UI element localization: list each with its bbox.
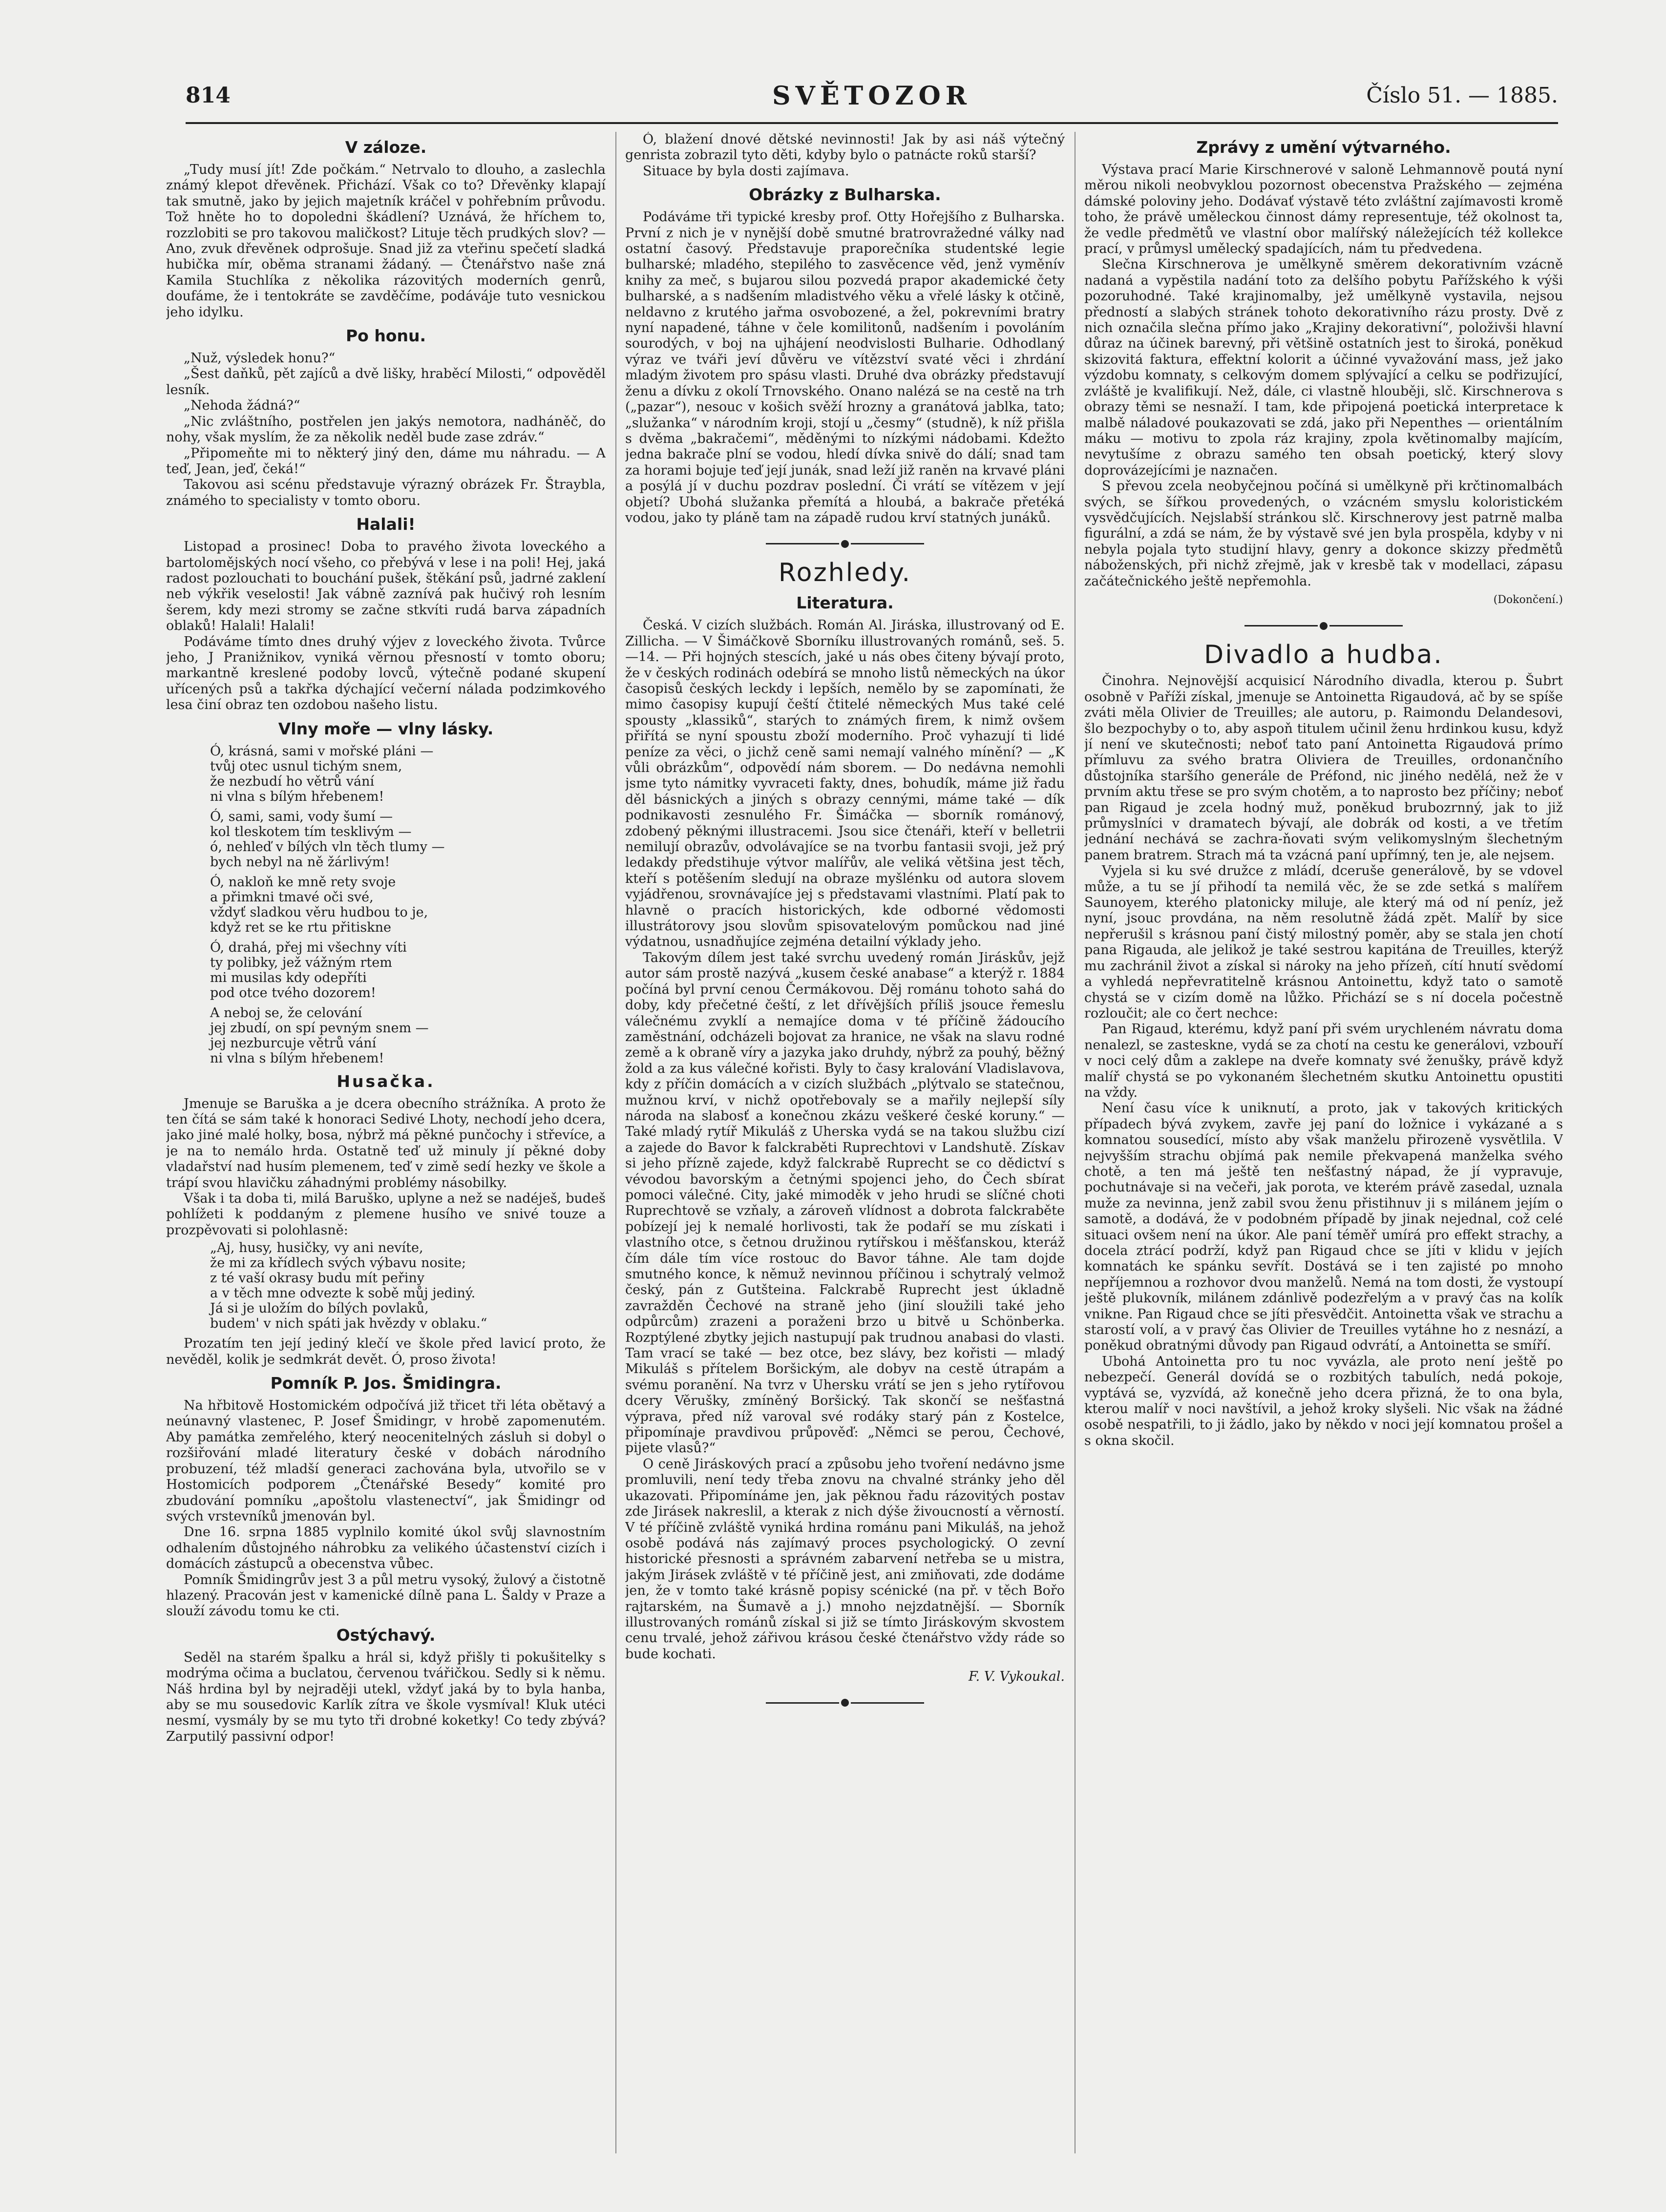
poem-line: a přimkni tmavé oči své, (210, 889, 374, 905)
article-text: Výstava prací Marie Kirschnerové v saloně Lehmannově poutá nyní měrou nikoli neobvyklou pozornost obecenstva Pražského — zejména dámské poloviny jeho. Dodávať výstavě této zvláštní zajímavosti kromě toho, že právě uměleckou činnost dámy representuje, též okolnost ta, že vedle předmětů ve vlastní obor malířský náležejících též kollekce prací, v průmysl umělecký spadajících, nám tu předvedena. (1084, 162, 1563, 257)
poem-line: když ret se ke rtu přitiskne (210, 919, 391, 935)
article-text: Prozatím ten její jediný klečí ve škole před lavicí proto, že nevěděl, kolik je sedmkrát devět. Ó, proso života! (166, 1336, 606, 1367)
ornament-divider (625, 539, 1065, 548)
poem-line: „Aj, husy, husičky, vy ani nevíte, (210, 1240, 423, 1256)
article-text: Situace by byla dosti zajímava. (643, 163, 849, 179)
poem-line: tvůj otec usnul tichým snem, (210, 758, 402, 774)
poem-line: vždyť sladkou věru hudbou to je, (210, 904, 428, 920)
poem-line: z té vaší okrasy budu mít peřiny (210, 1271, 425, 1286)
article-text: Však i ta doba ti, milá Baruško, uplyne a než se nadéješ, budeš pohlížeti k poddaným z plemene husího ve snivé touze a prozpěvovati si polohlasně: (166, 1191, 606, 1238)
poem-line: Ó, nakloň ke mně rety svoje (210, 874, 396, 890)
poem-stanza (166, 809, 606, 870)
article-title: Husačka. (337, 1071, 435, 1091)
poem-line: ó, nehleď v bílých vln těch tlumy — (210, 839, 445, 855)
article-text: Vyjela si ku své družce z mládí, dceruše generálově, by se vdovel může, a tu se jí přihodí ta nemilá věc, že se zde setká s malířem Saunoyem, kterého platonicky miluje, ale který má od ní peníz, jež nyní, jsouc provdána, na něm resolutně žádá zpět. Malíř by sice nepřerušil s krásnou paní čistý milostný poměr, aby se stala jen chotí pana Rigauda, ale jelikož je také sestrou kapitána de Treuilles, kterýž mu zachránil život a získal si nároky na jeho přízeň, cítí hnutí svědomí a vyhledá nepřevratitelně krásnou Antoinettu, když tato o samotě chystá se v cizím domě na lůžko. Přichází se s ní docela počestně rozloučit; ale co čert nechce: (1084, 863, 1563, 1021)
article-text: Ubohá Antoinetta pro tu noc vyvázla, ale proto není ještě po nebezpečí. Generál dovídá se o rozbitých tabulích, nedá pokoje, vyptává se, vyzvídá, až konečně jeho dcera přizná, že to ona byla, kterou malíř v noci navštívil, a jehož kroky slyšeli. Nic však na žádné osobě nespatřili, to ji žádlo, jako by někdo v noci její komnatou prošel a s okna skočil. (1084, 1354, 1563, 1448)
poem-line: budem' v nich spáti jak hvězdy v oblaku.“ (210, 1316, 487, 1332)
author-signature: F. V. Vykoukal. (969, 1669, 1065, 1685)
poem-line: jej nezburcuje větrů vání (210, 1035, 377, 1051)
section-title: Divadlo a hudba. (1204, 640, 1443, 670)
subsection-title: Literatura. (796, 593, 894, 613)
article-text: Na hřbitově Hostomickém odpočívá již třicet tři léta obětavý a neúnavný vlastenec, P. Josef Šmidingr, v hrobě zapomenutém. Aby památka zemřelého, který neocenitelných zásluh si dobyl o rozšiřování mladé literatury české v dobách národního probuzení, též mladší generaci zachována byla, utvořilo se v Hostomicích podporem „Čtenářské Besedy“ komité pro zbudování pomníku „apoštolu vlastenectví“, jak Šmidingr od svých vrstevníků jmenován byl. (166, 1398, 606, 1524)
poem-stanza (166, 875, 606, 935)
header-rule (186, 122, 1558, 124)
poem-line: Ó, krásná, sami v mořské pláni — (210, 743, 434, 759)
article-text: „Tudy musí jít! Zde počkám.“ Netrvalo to dlouho, a zaslechla známý klepot dřevěnek. Přichází. Však co to? Dřevěnky klapají tak smutně, jako by jejich majetník kráčel v pohřebním průvodu. Tož hněte ho to dopoledni škádlení? Uznává, že hříchem to, rozzlobiti se pro takovou maličkost? Lituje těch prudkých slov? — Ano, zvuk dřevěnek odprošuje. Snad již za vteřinu spečetí sladká hubička mír, oběma stranami žádaný. — Čtenářstvo naše zná Kamila Stuchlíka z několika rázovitých moderních genrů, doufáme, že i tentokráte se zavděčíme, podáváje tuto vesnickou jeho idylku. (166, 162, 606, 320)
article-text: „Nic zvláštního, postřelen jen jakýs nemotora, nadháněč, do nohy, však myslím, že za několik neděl bude zase zdráv.“ (166, 414, 606, 445)
poem-line: Já si je uložím do bílých povlaků, (210, 1301, 429, 1316)
poem-line: Ó, sami, sami, vody šumí — (210, 809, 393, 824)
article-text: O ceně Jiráskových prací a způsobu jeho tvoření nedávno jsme promluvili, není tedy třeba znovu na chvalné stránky jeho děl ukazovati. Připomínáme jen, jak pěknou řadu rázovitých postav zde Jirásek nakreslil, a kterak z nich dýše živoucností a věrností. V té příčině zvláště vyniká hrdina románu pani Mikuláš, na jehož osobě podává nás zajímavý proces psychologický. O zevní historické přesnosti a správném zabarvení netřeba se u mistra, jakým Jirásek zvláště v té příčině jest, ani zmiňovati, zde dodáme jen, že v tomto také krásně popisy scénické (na př. v těch Bořo rajtarském, na Šumavě a j.) mnoho nejzdatnější. — Sborník illustrovaných románů získal si již se tímto Jiráskovým skvostem cenu trvalé, jehož zářivou krásou české čtenářstvo vždy ráde so bude kochati. (625, 1456, 1065, 1662)
article-text: S převou zcela neobyčejnou počíná si umělkyně při krčtinomalbách svých, se šířkou provedených, o vzácném smyslu koloristickém vysvědčujících. Nejslabší stránkou slč. Kirschnerovy jest patrně malba figurální, a zdá se nám, že by výstavě své jen byla prospěla, kdyby v ni nebyla pojala tyto studijní hlavy, genry a dokonce skizzy předmětů náboženských, při nichž zřejmě, jak v kresbě tak v modellaci, zápasu začátečnického ještě nepřemohla. (1084, 479, 1563, 589)
poem-stanza (166, 1005, 606, 1066)
poem-line: ty polibky, jež vážným rtem (210, 955, 392, 970)
article-title: V záloze. (345, 138, 427, 157)
ornament-divider (1084, 621, 1563, 630)
column-divider (615, 132, 616, 2153)
page-header (186, 78, 1558, 122)
poem-line: ni vlna s bílým hřebenem! (210, 1050, 384, 1066)
song-verse (166, 1240, 606, 1331)
article-text: Takovým dílem jest také svrchu uvedený román Jiráskův, jejž autor sám prostě nazývá „kusem české anabase“ a kterýž r. 1884 počíná byl první cenou Čermákovou. Děj románu tohoto sahá do doby, kdy přečetné čeští, z let dřívějších příliš jsouce řemeslu válečnému zvyklí a nemajíce doma v té příčině žádoucího zaměstnání, odcházeli bojovat za hranice, ne však na slavu rodné země a k obraně víry a jazyka jako druhdy, nýbrž za pouhý, běžný žold a za kus válečné kořisti. Byly to časy kralování Vladislavova, kdy z příčin domácích a v cizích službách „plýtvalo se statečnou, mužnou krví, v nichž opotřebovaly se a mařily nejlepší síly národa na slabosť a konečnou zkázu veškeré české koruny.“ — Také mladý rytíř Mikuláš z Uherska vydá se na takou službu cizí a zajede do Bavor k falckraběti Ruprechtovi v Landshutě. Získav si jeho přízně zajede, když falckrabě Ruprecht se co dědictví s vévodou bavorským a četnými spojenci jeho, do Čech sbírat pomoci válečné. City, jaké mimoděk v jeho hrudi se slíčné choti Ruprechtově se vzňaly, a zároveň vlídnost a dobrota falckraběte pobízejí jej k nemalé horlivosti, tak že podaří se mu získati i vlastního otce, s četnou družinou rytířskou i měšťanskou, kteráž čím dále tím více rostouc do Bavor táhne. Ale tam dojde smutného konce, k němuž nevinnou příčinou i schytralý velmož český, pán z Gutšteina. Falckrabě Ruprecht jest úkladně zavražděn Čechové na straně jeho (jiní sloužili také jeho odpůrcům) zrazeni a poraženi brzo u bitvě u Schönberka. Rozptýlené zbytky jejich nastupují pak trudnou anabasi do vlasti. Tam vrací se také — bez otce, bez slávy, bez kořisti — mladý Mikuláš s přítelem Boršickým, ale dobyv na cestě útrapám a svému poranění. Na tvrz v Uhersku vrátí se jen s jeho rytířovou dcery Věrušky, zmíněný Boršický. Tak skončí se nešťastná výprava, před níž varoval své rodáky starý pán z Kostelce, připomínaje pravdivou průpověď: „Němci se perou, Čechové, pijete vlasů?“ (625, 950, 1065, 1456)
article-text: „Šest daňků, pět zajíců a dvě lišky, hraběcí Milosti,“ odpověděl lesník. (166, 366, 606, 397)
page-number: 814 (186, 83, 231, 108)
article-text: Takovou asi scénu představuje výrazný obrázek Fr. Štraybla, známého to specialisty v tomto oboru. (166, 477, 606, 508)
column-middle (625, 132, 1065, 2158)
article-text: Činohra. Nejnovější acquisicí Národního divadla, kterou p. Šubrt osobně v Paříži získal, jmenuje se Antoinetta Rigaudová, ač by se spíše zváti měla Olivier de Treuilles; ale autoru, p. Raimondu Delandesovi, šlo bezpochyby o to, aby aspoň titulem učinil ženu hrdinkou kusu, když jí není ve skutečnosti; neboť tato paní Antoinetta Rigaudová prímo přímluvu za svého bratra Oliviera de Treuilles, ordonančního důstojníka staršího generále de Préfond, nic jiného nedělá, než že v prvním aktu třese se pro svým chotěm, a to naprosto bez příčiny; neboť pan Rigaud je zcela hodný muž, poněkud brubozrnný, jak to již průmyslníci v dramatech bývají, ale dobrák od kosti, a ve třetím jednání nechává se zachra-ňovati svým velikomyslným šlechetným panem bratrem. Strach má ta vzácná paní upřímný, ten je, ale nejsem. (1084, 673, 1563, 863)
article-text: Není času více k uniknutí, a proto, jak v takových kritických případech bývá zvykem, zavře jej paní do ložnice i vykázané a s komnatou sousedící, místo aby však manželu přirozeně vysvětlila. V nejvyšším strachu objímá pak nemile překvapená manželka svého chotě, a ten má ještě ten nešťastný nápad, že jí vypravuje, pochutnávaje si na večeři, jak porota, ve kterém právě zasedal, uznala muže za nevinna, jenž zabil svou ženu přistihnuv ji s milánem jejím o samotě, a dodává, že v podobném případě by jinak nejednal, což celé situaci ovšem není na úkor. Ale paní téměř umírá pro effekt strachy, a docela ztrácí podrží, když pan Rigaud chce se jíti v klidu v jejích komnatách ke spánku sevřít. Dostává se i ten zajisté po mnoho nepříjemnou a rozhovor dvou manželů. Nemá na tom dosti, že vystoupí ještě plukovník, milánem zdánlivě podezřelým a v pravý čas na kolík vnikne. Pan Rigaud chce se jíti přesvědčit. Antoinetta však ve strachu a starostí volí, a v pravý čas Olivier de Treuilles vytáhne ho z nesnází, a poněkud obratnými důvody pan Rigaud odvrátí, a Antoinetta se smíří. (1084, 1101, 1563, 1354)
article-title: Po honu. (345, 326, 426, 346)
poem-line: kol tleskotem tím tesklivým — (210, 824, 412, 839)
poem-stanza (166, 744, 606, 804)
poem-line: mi musilas kdy odepříti (210, 970, 367, 985)
poem-line: jej zbudí, on spí pevným snem — (210, 1020, 429, 1036)
column-divider (1075, 132, 1076, 2153)
masthead-title: SVĚTOZOR (772, 81, 971, 111)
poem-line: pod otce tvého dozorem! (210, 985, 376, 1001)
section-title: Rozhledy. (778, 558, 912, 588)
article-text: „Připomeňte mi to některý jiný den, dáme mu náhradu. — A teď, Jean, jeď, čeká!“ (166, 445, 606, 477)
article-text: Ó, blažení dnové dětské nevinnosti! Jak by asi náš výtečný genrista zobrazil tyto děti, kdyby bylo o patnácte roků starší? (625, 132, 1065, 163)
issue-number: Číslo 51. — 1885. (1366, 83, 1558, 108)
continuation-note: (Dokončení.) (1493, 593, 1563, 606)
article-title: Halali! (356, 515, 416, 534)
article-text: Listopad a prosinec! Doba to pravého života loveckého a bartolomějských nocí všeho, co přebývá v lese i na poli! Hej, jaká radost pozlouchati to bouchání pušek, štěkání psů, jadrné zaklení neb výkřik veselosti! Jak vábně zaznívá pak hučivý roh lesním šerem, kdy mezi stromy se začne stkvíti rudá barva západních oblaků! Halali! Halali! (166, 539, 606, 634)
poem-title: Vlny moře — vlny lásky. (278, 719, 494, 738)
ornament-divider (625, 1698, 1065, 1708)
article-text: „Nehoda žádná?“ (184, 398, 300, 414)
poem-line: ni vlna s bílým hřebenem! (210, 789, 384, 804)
poem-line: bych nebyl na ně žárlivým! (210, 854, 390, 870)
column-left (166, 132, 606, 2158)
article-text: Podáváme tímto dnes druhý výjev z loveckého života. Tvůrce jeho, J Pranižnikov, vyniká věrnou přesností v tomto oboru; markantně kreslené podoby lovců, výtečně podané skupení uřícených psů a takřka dýchající večerní nálada podzimkového lesa činí obraz ten ozdobou našeho listu. (166, 634, 606, 713)
article-text: Jmenuje se Baruška a je dcera obecního strážníka. A proto že ten čítá se sám také k honoraci Sedivé Lhoty, nechodí jeho dcera, jako jiné malé holky, bosa, nýbrž má pěkné punčochy i střevíce, a je na to nemálo hrda. Ostatně teď už minuly jí pěkné doby vladařství nad husím plemenem, teď v zimě sedí hezky ve škole a trápí svou hlavičku záhadnými problémy násobilky. (166, 1096, 606, 1190)
article-title: Zprávy z umění výtvarného. (1196, 138, 1451, 157)
poem-line: že nezbudí ho větrů vání (210, 773, 375, 789)
article-text: Podáváme tři typické kresby prof. Otty Hořejšího z Bulharska. První z nich je v nynější době smutné bratrovražedné války nad ostatní časový. Představuje praporečníka studentské legie bulharské; mladého, stepilého to zasvěcence věd, jenž vyměnív knihy za meč, s bujarou silou pozvedá prapor akademické čety bulharské, a s nadšením mladistvého věku a vřelé lásky k otčině, neldavno z krutého jařma osvobozené, a žel, pokrevními bratry nyní napadené, táhne v čele komilitonů, nadšením i povoláním sourodých, v boj na ujhájení neodvislosti Bulharie. Odhodlaný výraz ve tváři jeví důvěru ve vítězství svaté věci i zhrdání mladým životem pro spásu vlasti. Druhé dva obrázky představují ženu a dívku z okolí Trnovského. Onano nalézá se na cestě na trh („pazar“), nesouc v košich svěží hrozny a granátová jablka, tato; „služanka“ v národním kroji, stojí u „česmy“ (studně), k níž přišla s dvěma „bakračemi“, měděnými to nízkými nádobami. Kdežto jedna bakrače plní se vodou, hledí dívka snivě do dálí; snad tam za horami bojuje teď její junák, snad leží již raněn na krvavé pláni a posýlá jí v duchu pozdrav poslední. Či vrátí se vítězem v její objetí? Ubohá služanka přemítá a hloubá, a bakrače přetéká vodou, jako ty pláně tam na západě rudou krví statných junáků. (625, 209, 1065, 525)
column-right (1084, 132, 1563, 2158)
article-text: Pomník Šmidingrův jest 3 a půl metru vysoký, žulový a čistotně hlazený. Pracován jest v kamenické dílně pana L. Šaldy v Praze a slouží závodu tomu ke cti. (166, 1572, 606, 1619)
article-text: Česká. V cizích službách. Román Al. Jiráska, illustrovaný od E. Zillicha. — V Šimáčkově Sborníku illustrovaných románů, seš. 5.—14. — Při hojných stescích, jaké u nás obes čiteny bývají proto, že v českých rodinách odebírá se mnoho listů německých na úkor časopisů českých leckdy i lepších, nemělo by se zapomínati, že mimo časopisy kupují čeští čtitelé německých Mus také celé spousty „klassiků“, starých to známých firem, k nimž ovšem přiřítá se nyní spoustu zboží moderního. Proč vyhazují ti lidé peníze za věci, o jichž ceně sami nemají valného mínění? — „K vůli obrázkům“, odpovědí nám sborem. — Do nedávna nemohli jsme tyto námitky vyvraceti fakty, dnes, bohudík, máme již řadu děl básnických a jiných s obrazy cennými, máme také — dík podnikavosti zesnulého Fr. Šimáčka — sborník románový, zdobený pěknými illustracemi. Jsou sice čtenáři, kteří v belletrii nemilují obrazův, odvolávajíce se na tvorbu fantasii svoji, jež prý ledakdy předstihuje výtvor malířův, ale veliká většina jest těch, kteří s potěšením sledují na obraze myšlénku od autora slovem vyjádřenou, srovnávajíce jej s představami vlastními. Platí pak to hlavně o pracích historických, kde odborné vědomosti illustrátorovy jsou slovům spisovatelovým pomůckou nad jiné výdatnou, usnadňujíce zejména detailní výklady jeho. (625, 618, 1065, 950)
poem-line: a v těch mne odvezte k sobě můj jediný. (210, 1286, 476, 1301)
article-text: „Nuž, výsledek honu?“ (184, 351, 336, 366)
poem-line: že mi za křídlech svých výbavu nosite; (210, 1255, 466, 1271)
article-text: Slečna Kirschnerova je umělkyně směrem dekorativním vzácně nadaná a vypěstila nadání toto za delšího pobytu Pařížského k výši pozoruhodné. Také krajinomalby, jež umělkyně vystavila, nejsou předností a slabých stránek tohoto dekorativního rázu prosty. Dvě z nich označila slečna přímo jako „Krajiny dekorativní“, položivši hlavní důraz na účinek barevný, při většině ostatních jest to široká, poněkud skizovitá faktura, effektní kolorit a účinné vyvažování mass, jež jako výzdobu komnaty, s celkovým domem splývající a celku se podřizující, zvláště je kvalifikují. Než, dále, ci vlastně hlouběji, slč. Kirschnerova s obrazy těmi se nesnaží. I tam, kde připojená poetická interpretace k malbě náladové poukazovati se zdá, jako při Nepenthes — orientálním máku — motivu to zpola ráz krajiny, zpola květinomalby majícím, nevytušíme z obrazu samého ten obsah poetický, který slovy doprovázejícími je naznačen. (1084, 257, 1563, 478)
poem-line: Ó, drahá, přej mi všechny víti (210, 939, 407, 955)
article-title: Ostýchavý. (336, 1625, 436, 1645)
article-text: Pan Rigaud, kterému, když paní při svém urychleném návratu doma nenalezl, se zasteskne, vydá se za chotí na cestu ke generálovi, vzbouří v noci celý dům a zaklepe na dveře komnaty své ženušky, právě když malíř chystá se po vykonaném šlechetném skutku Antoinettu opustiti na vždy. (1084, 1022, 1563, 1100)
article-text: Dne 16. srpna 1885 vyplnilo komité úkol svůj slavnostním odhalením důstojného náhrobku za velikého účastenství cizích i domácích zástupců a obecenstva vůbec. (166, 1524, 606, 1572)
article-text: Seděl na starém špalku a hrál si, když přišly ti pokušitelky s modrýma očima a buclatou, červenou tvářičkou. Sedly si k němu. Náš hrdina byl by nejraději utekl, vždyť jaká by to byla hanba, aby se mu sousedovic Karlík zítra ve škole vysmíval! Kluk utéci nesmí, vysmály by se mu tyto tři drobné koketky! Co tedy zbývá? Zarputilý passivní odpor! (166, 1649, 606, 1744)
poem-stanza (166, 940, 606, 1001)
article-title: Pomník P. Jos. Šmidingra. (270, 1374, 502, 1393)
article-title: Obrázky z Bulharska. (749, 185, 941, 205)
poem-line: A neboj se, že celování (210, 1005, 362, 1021)
